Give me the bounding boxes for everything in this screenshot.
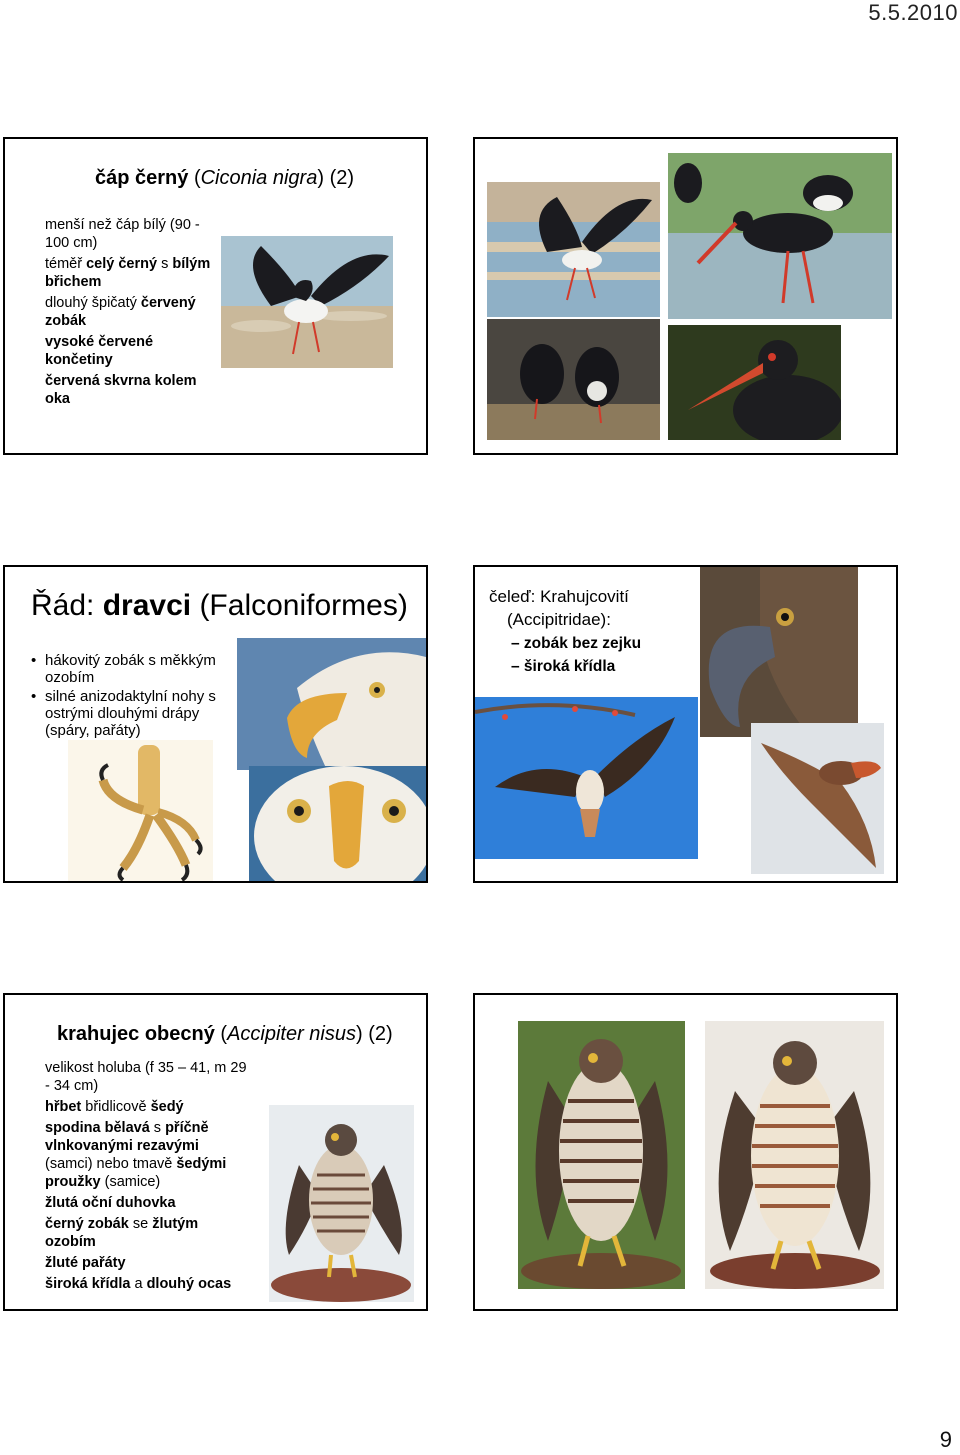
title-latin: Accipiter nisus bbox=[227, 1023, 356, 1045]
list-item-text: široká křídla bbox=[45, 1276, 131, 1292]
list-item-text: červená skvrna kolem oka bbox=[45, 373, 197, 407]
black-stork-wings-water bbox=[487, 182, 660, 317]
list-item bbox=[45, 372, 220, 408]
list-item-text: spodina bělavá bbox=[45, 1120, 150, 1136]
list-item-text: s bbox=[157, 256, 173, 272]
hawk-flying-blue-sky bbox=[475, 697, 698, 859]
title-bold: čáp černý bbox=[95, 167, 189, 189]
eagle-head-front bbox=[249, 766, 428, 883]
list-item-text: žlutým ozobím bbox=[45, 1216, 199, 1250]
list-item: – široká křídla bbox=[511, 658, 616, 675]
list-item-text: celý černý bbox=[86, 256, 158, 272]
black-stork-spreading-wings bbox=[221, 236, 393, 368]
list-item-text: červený zobák bbox=[45, 295, 196, 329]
list-item-text: velikost holuba (f 35 – 41, m 29 - 34 cm) bbox=[45, 1060, 247, 1094]
list-item-text: šedý bbox=[150, 1099, 184, 1115]
list-item-text: vysoké červené končetiny bbox=[45, 334, 154, 368]
slide-title bbox=[31, 589, 408, 623]
list-item bbox=[45, 1059, 250, 1095]
list-item-text: břidlicově bbox=[81, 1099, 151, 1115]
heading-line-1: čeleď: Krahujcovití bbox=[489, 587, 629, 606]
list-item-text: příčně vlnkovanými rezavými bbox=[45, 1120, 209, 1154]
list-item-text: dlouhý ocas bbox=[146, 1276, 232, 1292]
eagle-talon-drawing bbox=[68, 740, 213, 883]
slide-sparrowhawk-text bbox=[3, 993, 428, 1311]
print-date: 5.5.2010 bbox=[868, 0, 958, 25]
list-item-text: s bbox=[149, 1120, 166, 1136]
black-storks-nest bbox=[487, 319, 660, 440]
list-item-text: dlouhý špičatý bbox=[45, 295, 141, 311]
slide-black-stork-photos bbox=[473, 137, 898, 455]
slide-sparrowhawk-photos bbox=[473, 993, 898, 1311]
list-item bbox=[45, 1275, 250, 1293]
list-item-text: černý zobák bbox=[45, 1216, 129, 1232]
list-item-text: šedými proužky bbox=[45, 1156, 227, 1190]
title-bold: krahujec obecný bbox=[57, 1023, 215, 1045]
list-item bbox=[45, 1098, 250, 1116]
list-item bbox=[45, 1254, 250, 1272]
list-item-text: hřbet bbox=[45, 1099, 82, 1115]
list-item-text: a bbox=[130, 1276, 147, 1292]
title-prefix: Řád: bbox=[31, 589, 103, 622]
eagle-head-side bbox=[237, 638, 428, 770]
sparrowhawk-perched bbox=[269, 1105, 414, 1302]
slide-title: krahujec obecný (Accipiter nisus) (2) bbox=[57, 1023, 393, 1045]
title-number: (2) bbox=[329, 167, 355, 189]
list-item-text: (samci) nebo tmavě bbox=[45, 1156, 177, 1172]
list-item-text: žluté pařáty bbox=[45, 1255, 126, 1271]
title-latin: Ciconia nigra bbox=[200, 167, 318, 189]
list-item-text: menší než čáp bílý (90 - 100 cm) bbox=[45, 217, 200, 251]
black-stork-head bbox=[668, 325, 841, 440]
list-item bbox=[45, 1194, 250, 1212]
list-item: • hákovitý zobák s měkkým ozobím bbox=[31, 652, 231, 686]
list-item: – zobák bez zejku bbox=[511, 635, 642, 652]
feature-list bbox=[45, 1059, 250, 1296]
title-bold: dravci bbox=[102, 589, 192, 622]
list-item bbox=[45, 294, 220, 330]
red-tailed-hawk-flying bbox=[751, 723, 884, 874]
slide-black-stork-text bbox=[3, 137, 428, 455]
raptor-beak-closeup bbox=[700, 567, 858, 737]
family-features bbox=[511, 632, 641, 678]
family-heading bbox=[489, 585, 629, 631]
list-item: • silné anizodaktylní nohy s ostrými dlouhými drápy (spáry, pařáty) bbox=[31, 688, 231, 739]
list-item-text: bílým břichem bbox=[45, 256, 211, 290]
slide-raptors-order bbox=[3, 565, 428, 883]
list-item-text: žlutá oční duhovka bbox=[45, 1195, 176, 1211]
feature-list bbox=[31, 652, 231, 741]
title-number: (2) bbox=[368, 1023, 393, 1045]
page-number: 9 bbox=[939, 1427, 952, 1452]
list-item bbox=[45, 216, 220, 252]
feature-list bbox=[45, 216, 220, 411]
sparrowhawk-standing bbox=[518, 1021, 685, 1289]
list-item bbox=[45, 1119, 250, 1191]
heading-line-2: (Accipitridae): bbox=[507, 610, 611, 629]
slide-accipitridae bbox=[473, 565, 898, 883]
list-item-text: téměř bbox=[45, 256, 87, 272]
list-item bbox=[45, 255, 220, 291]
list-item bbox=[45, 333, 220, 369]
list-item bbox=[45, 1215, 250, 1251]
black-storks-in-water bbox=[668, 153, 892, 319]
title-latin: (Falconiformes) bbox=[191, 589, 408, 622]
sparrowhawk-barred-chest bbox=[705, 1021, 884, 1289]
list-item-text: se bbox=[128, 1216, 153, 1232]
list-item-text: (samice) bbox=[100, 1174, 161, 1190]
slide-title: čáp černý (Ciconia nigra) (2) bbox=[95, 167, 355, 189]
